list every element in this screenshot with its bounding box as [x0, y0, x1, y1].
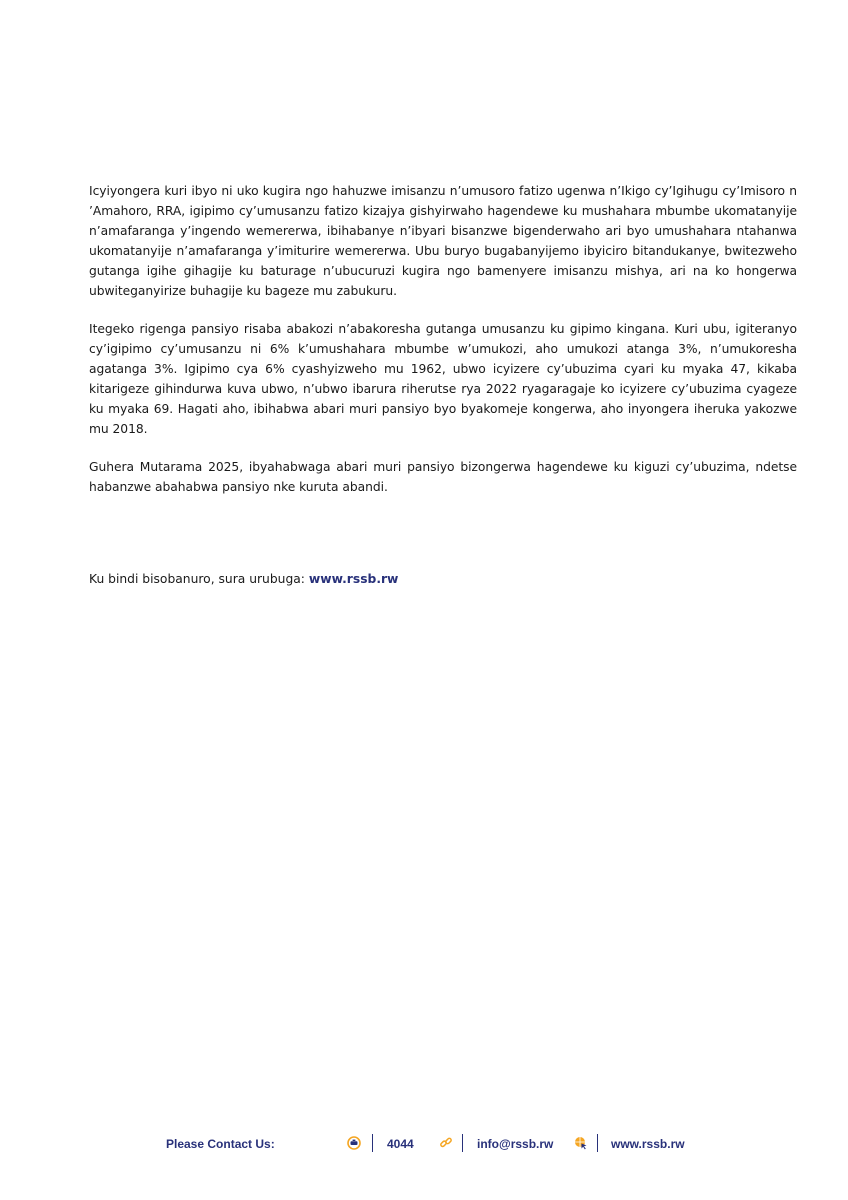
phone-icon [347, 1136, 361, 1150]
paragraph-pension-law: Itegeko rigenga pansiyo risaba abakozi n’abakoresha gutanga umusanzu ku gipimo kingana. Kuri ubu, igiteranyo cy’igipimo cy’umusanzu ni 6% k’umushahara mbumbe w’umukozi, aho umukozi atanga 3%, n’umukoresha agatanga 3%. Igipimo cya 6% cyashyizweho mu 1962, ubwo icyizere cy’ubuzima cyari ku myaka 47, kikaba kitarigeze gihindurwa kuva ubwo, n’ubwo ibarura riherutse rya 2022 ryagaragaje ko icyizere cy’ubuzima cyageze ku myaka 69. Hagati aho, ibihabwa abari muri pansiyo byo byakomeje kongerwa, aho inyongera iheruka yakozwe mu 2018. [89, 322, 797, 436]
website-link[interactable]: www.rssb.rw [308, 572, 399, 586]
paragraph-contribution-base: Icyiyongera kuri ibyo ni uko kugira ngo hahuzwe imisanzu n’umusoro fatizo ugenwa n’Ikigo cy’Igihugu cy’Imisoro n ’Amahoro, RRA, igipimo cy’umusanzu fatizo kizajya gishyirwaho hagendewe ku mushahara mbumbe ukomatanyije n’amafaranga y’ingendo wemererwa, ibihabanye n’ibyari bisanzwe bigenderwaho ari byo umushahara ntahanwa ukomatanyije n’amafaranga y’imiturire wemererwa. Ubu buryo bugabanyijemo ibyiciro bitandukanye, bwitezweho gutanga igihe gihagije ku baturage n’ubucuruzi kugira ngo bamenyere imisanzu mishya, ari na ko hongerwa ubwiteganyirize buhagije ku bageze mu zabukuru. [89, 184, 797, 298]
more-info-text: Ku bindi bisobanuro, sura urubuga: [89, 572, 309, 586]
link-icon [439, 1136, 453, 1150]
footer-divider [597, 1134, 598, 1152]
body-text [89, 181, 797, 497]
website-footer-link[interactable]: www.rssb.rw [611, 1137, 685, 1151]
contact-footer [0, 1132, 848, 1158]
footer-divider [372, 1134, 373, 1152]
paragraph-pension-increase: Guhera Mutarama 2025, ibyahabwaga abari muri pansiyo bizongerwa hagendewe ku kiguzi cy’ubuzima, ndetse habanzwe abahabwa pansiyo nke kuruta abandi. [89, 460, 797, 494]
phone-number[interactable]: 4044 [387, 1137, 414, 1151]
globe-cursor-icon [574, 1136, 588, 1150]
more-info-line [89, 569, 398, 589]
footer-divider [462, 1134, 463, 1152]
contact-label: Please Contact Us: [166, 1137, 275, 1151]
email-link[interactable]: info@rssb.rw [477, 1137, 554, 1151]
